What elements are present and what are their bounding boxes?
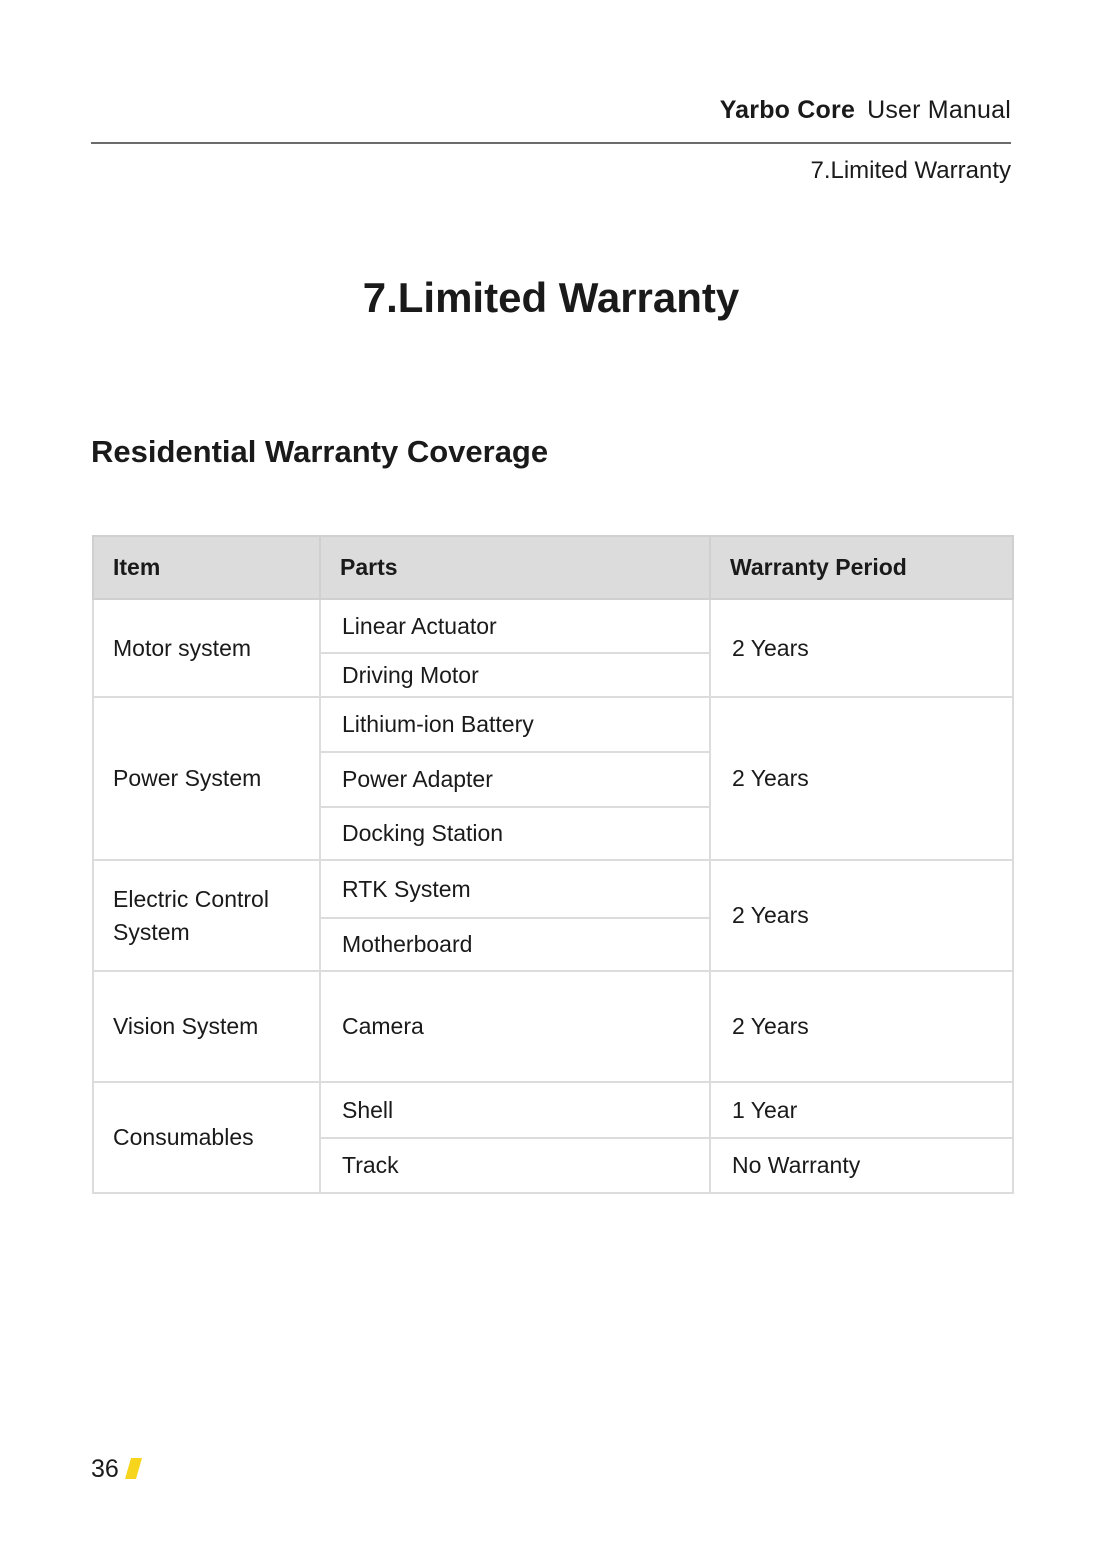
warranty-period-cell: No Warranty [710,1138,1013,1193]
column-header-parts: Parts [320,536,710,599]
item-cell: Power System [93,697,320,860]
part-cell: Docking Station [320,807,710,860]
table-header-row [93,536,1013,599]
page-number: 36 [91,1455,119,1483]
part-cell: Track [320,1138,710,1193]
part-cell: Camera [320,971,710,1082]
manual-label: User Manual [867,96,1011,124]
item-cell: Motor system [93,599,320,697]
warranty-table [92,535,1014,1194]
page-accent-mark [125,1458,142,1479]
part-cell: Motherboard [320,918,710,971]
item-cell: Vision System [93,971,320,1082]
warranty-period-cell: 2 Years [710,971,1013,1082]
part-cell: Driving Motor [320,653,710,697]
running-section-title: 7.Limited Warranty [810,157,1011,184]
part-cell: Lithium-ion Battery [320,697,710,752]
manual-title [720,96,1011,125]
table-row [93,1082,1013,1138]
part-cell: Linear Actuator [320,599,710,653]
column-header-warranty-period: Warranty Period [710,536,1013,599]
warranty-period-cell: 2 Years [710,860,1013,971]
part-cell: Shell [320,1082,710,1138]
table-row [93,971,1013,1082]
table-row [93,860,1013,918]
part-cell: Power Adapter [320,752,710,807]
column-header-item: Item [93,536,320,599]
header-divider [91,142,1011,144]
table-row [93,697,1013,752]
part-cell: RTK System [320,860,710,918]
item-cell: Consumables [93,1082,320,1193]
warranty-period-cell: 1 Year [710,1082,1013,1138]
item-cell: Electric Control System [93,860,320,971]
table-row [93,599,1013,653]
section-heading: Residential Warranty Coverage [91,434,549,469]
brand-name: Yarbo Core [719,96,856,124]
page-title: 7.Limited Warranty [362,274,740,321]
warranty-period-cell: 2 Years [710,599,1013,697]
warranty-period-cell: 2 Years [710,697,1013,860]
